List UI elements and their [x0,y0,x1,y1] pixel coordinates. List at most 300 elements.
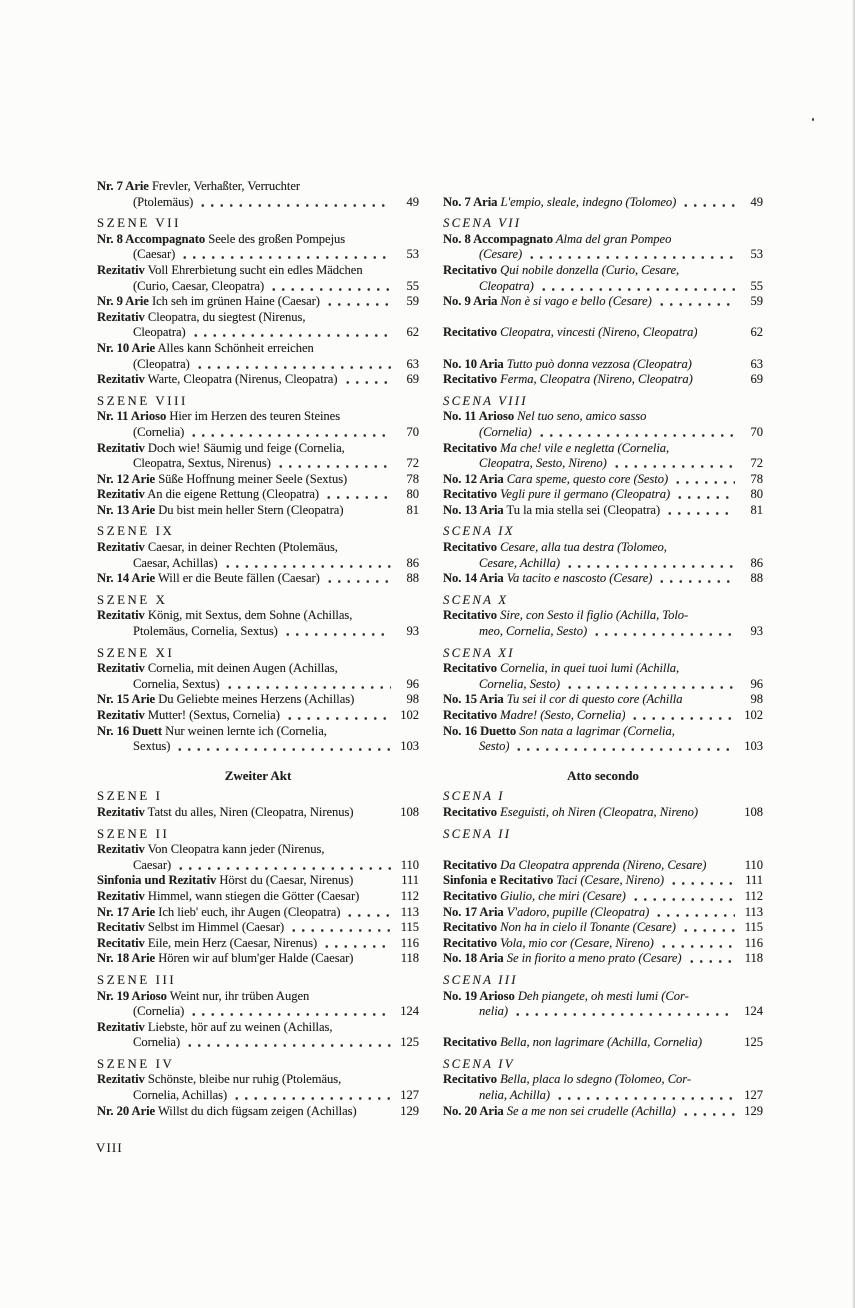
toc-cell-german [97,805,419,821]
toc-cell-italian [443,842,763,873]
page-ref: 78 [750,471,763,486]
entry-label: Rezitativ [97,661,145,676]
toc-cell-german [97,608,419,639]
toc-row-entry [97,608,763,639]
entry-label: Recitativo [443,661,498,676]
entry-line [97,708,419,724]
toc-row-scene [97,524,763,540]
dot-leader [180,250,391,263]
entry-title: (Curio, Caesar, Cleopatra) [133,278,265,293]
scene-heading-italian: SCENA III [443,972,518,987]
entry-title: nelia, Achilla) [479,1088,551,1103]
entry-title: Cleopatra) [479,278,534,293]
entry-title: Hören wir auf blum'ger Halde (Caesar) [155,951,354,966]
entry-label: Rezitativ [97,262,145,277]
entry-title: V'adoro, pupille (Cleopatra) [503,904,650,919]
entry-line [443,441,763,457]
entry-label: Rezitativ [97,440,145,455]
toc-row-entry [97,1072,763,1103]
toc-cell-italian [443,487,763,503]
entry-line [97,608,419,624]
entry-label: Rezitativ [97,309,145,324]
entry-label: Nr. 11 Arioso [97,409,167,424]
entry-line [443,1004,763,1020]
act-heading-german: Zweiter Akt [224,767,292,783]
entry-title: Bella, placa lo sdegno (Tolomeo, Cor- [497,1072,692,1087]
dot-leader [175,742,391,755]
entry-line [97,889,419,905]
toc-cell-italian [443,951,763,967]
entry-label: Nr. 14 Arie [97,571,156,586]
toc-row-entry [97,540,763,571]
entry-title: Ich seh im grünen Haine (Caesar) [148,294,320,309]
toc-cell-italian [443,646,763,662]
dot-leader [198,197,391,210]
toc-cell-german [97,646,419,662]
page-ref: 93 [750,624,763,639]
dot-leader [654,907,735,920]
entry-line [97,805,419,821]
dot-leader [631,892,735,905]
entry-line [97,1088,419,1104]
scene-heading-german: SZENE II [97,826,170,841]
page-ref: 116 [744,935,763,950]
entry-line [443,989,763,1005]
entry-line [443,409,763,425]
entry-label: Recitativo [443,804,498,819]
toc-row-entry [97,409,763,440]
page-ref: 78 [406,471,419,486]
scene-heading-italian: SCENA II [443,826,512,841]
toc-cell-italian [443,873,763,889]
dot-leader [269,281,391,294]
toc-row-entry [97,571,763,587]
entry-title: Caesar, Achillas) [133,555,218,570]
entry-title: Va tacito e nascosto (Cesare) [503,571,653,586]
toc-cell-german [97,216,419,232]
scene-heading-german: SZENE X [97,592,168,607]
entry-label: Rezitativ [97,804,145,819]
toc-cell-german [97,973,419,989]
entry-title: Da Cleopatra apprenda (Nireno, Cesare) [497,857,707,872]
toc-cell-italian [443,661,763,692]
toc-cell-italian [443,232,763,263]
entry-title: Sextus) [133,739,171,754]
entry-label: No. 10 Aria [443,356,504,371]
page-ref: 70 [406,424,419,439]
toc-cell-italian [443,394,763,410]
dot-leader [675,490,735,503]
entry-line [443,540,763,556]
entry-title: Cesare, Achilla) [479,555,561,570]
toc-cell-italian [443,936,763,952]
page-ref: 98 [750,692,763,707]
entry-label: Nr. 12 Arie [97,471,156,486]
toc-row-entry [97,294,763,310]
entry-title: Du bist mein heller Stern (Cleopatra) [155,502,344,517]
entry-label: Rezitativ [97,1072,145,1087]
entry-title: Tutto può donna vezzosa (Cleopatra) [503,356,692,371]
entry-label: Nr. 18 Arie [97,951,156,966]
toc-cell-german [97,1072,419,1103]
toc-row-entry [97,472,763,488]
dot-leader [189,1007,391,1020]
page-ref: 49 [406,194,419,209]
dot-leader [657,297,735,310]
dot-leader [659,938,735,951]
entry-title: (Cornelia) [133,424,185,439]
scene-heading-german: SZENE IV [97,1056,175,1071]
entry-title: Ma che! vile e negletta (Cornelia, [497,440,670,455]
page-ref: 127 [744,1088,763,1103]
page-ref: 125 [400,1035,419,1050]
entry-title: Warte, Cleopatra (Nirenus, Cleopatra) [144,372,338,387]
toc-cell-italian [443,503,763,519]
entry-line [97,1004,419,1020]
page-ref: 112 [744,888,763,903]
toc-cell-italian [443,263,763,294]
dot-leader [514,742,735,755]
page-ref: 102 [744,708,763,722]
entry-title: Voll Ehrerbietung sucht ein edles Mädchen [144,262,363,277]
entry-title: Von Cleopatra kann jeder (Nirenus, [144,842,325,857]
entry-line [443,1072,763,1088]
toc-cell-italian [443,540,763,571]
entry-title: Cornelia) [133,1035,181,1050]
entry-label: Recitativo [443,857,498,872]
toc-cell-italian [443,593,763,609]
toc-row-entry [97,1104,763,1120]
entry-line [443,487,763,503]
entry-line [97,1035,419,1051]
entry-line [443,708,763,724]
entry-label: Recitativo [443,935,498,950]
toc-row-entry [97,503,763,519]
entry-line [97,195,419,211]
entry-line [97,951,419,967]
toc-row-entry [97,310,763,341]
dot-leader [565,679,735,692]
page-ref: 98 [406,692,419,707]
toc-cell-german [97,232,419,263]
entry-title: (Cornelia) [133,1004,185,1019]
entry-line [443,247,763,263]
entry-line [443,951,763,967]
page-ref: 103 [744,739,763,754]
dot-leader [537,428,735,441]
entry-title: An die eigene Rettung (Cleopatra) [144,487,320,502]
toc-cell-italian [443,708,763,724]
dot-leader [225,679,391,692]
page-ref: 115 [744,920,763,935]
entry-label: Recitativo [443,487,498,502]
entry-line [97,503,419,519]
dot-leader [345,907,391,920]
entry-line [97,1104,419,1120]
toc-cell-german [97,593,419,609]
entry-title: Giulio, che miri (Cesare) [497,888,626,903]
entry-line [443,624,763,640]
entry-label: Nr. 8 Accompagnato [97,231,206,246]
entry-line [443,263,763,279]
toc-cell-german [97,827,419,843]
page-ref: 116 [400,935,419,950]
page-ref: 62 [406,325,419,340]
dot-leader [527,250,735,263]
toc-cell-german [97,372,419,388]
entry-label: Rezitativ [97,540,145,555]
entry-line [97,409,419,425]
toc-cell-german [97,789,419,805]
entry-label: No. 19 Arioso [443,988,515,1003]
entry-title: Alles kann Schönheit erreichen [155,340,314,355]
page-ref: 113 [400,904,419,919]
toc-cell-italian [443,1057,763,1073]
entry-title: Caesar) [133,857,172,872]
entry-line [97,556,419,572]
toc-row-entry [97,487,763,503]
entry-line [443,739,763,755]
toc-cell-italian [443,692,763,708]
scene-heading-german: SZENE XI [97,645,175,660]
entry-line [97,232,419,248]
toc-cell-german [97,441,419,472]
dot-leader [223,558,391,571]
entry-title: Süße Hoffnung meiner Seele (Sextus) [155,471,348,486]
entry-title: Ich lieb' euch, ihr Augen (Cleopatra) [155,904,341,919]
entry-line [97,279,419,295]
toc-cell-italian [443,1104,763,1120]
entry-label: No. 15 Aria [443,692,504,707]
toc-cell-italian [443,341,763,372]
toc-row-entry [97,873,763,889]
toc-cell-italian [443,310,763,341]
scene-heading-italian: SCENA IV [443,1056,515,1071]
entry-title: Du Geliebte meines Herzens (Achillas) [155,692,355,707]
entry-title: Cleopatra, Sesto, Nireno) [479,456,607,471]
page-ref: 96 [406,676,419,691]
entry-label: Rezitativ [97,842,145,857]
page-ref: 55 [750,278,763,293]
entry-line [97,357,419,373]
entry-line [443,372,763,388]
toc-cell-italian [443,989,763,1020]
entry-title: Cleopatra, vincesti (Nireno, Cleopatra) [497,325,698,340]
entry-line [443,556,763,572]
dot-leader [592,627,735,640]
entry-line [97,989,419,1005]
toc-cell-german [97,540,419,571]
dot-leader [657,574,735,587]
entry-title: Hier im Herzen des teuren Steines [166,409,341,424]
entry-title: Tatst du alles, Niren (Cleopatra, Nirenus) [144,804,354,819]
toc-cell-italian [443,905,763,921]
dot-leader [232,1091,391,1104]
entry-title: Deh piangete, oh mesti lumi (Cor- [514,988,689,1003]
toc-cell-german [97,873,419,889]
dot-leader [565,558,735,571]
dot-leader [612,459,735,472]
page-ref: 108 [400,804,419,819]
entry-title: Nel tuo seno, amico sasso [514,409,647,424]
entry-label: Recitativo [443,1072,498,1087]
toc-cell-german [97,394,419,410]
toc-cell-italian [443,372,763,388]
page-ref: 70 [750,424,763,439]
entry-line [97,739,419,755]
entry-title: Weint nur, ihr trüben Augen [166,988,310,1003]
page-ref: 118 [744,951,763,966]
toc-row-entry [97,692,763,708]
entry-line [443,1104,763,1120]
dot-leader [681,1106,735,1119]
dot-leader [673,474,735,487]
toc-row-entry [97,889,763,905]
toc-cell-german [97,294,419,310]
scene-heading-german: SZENE I [97,789,163,804]
toc-cell-german [97,409,419,440]
toc-cell-german [97,661,419,692]
page-ref: 127 [400,1088,419,1103]
entry-title: (Caesar) [133,247,176,262]
scene-heading-italian: SCENA VIII [443,393,528,408]
entry-label: Nr. 13 Arie [97,502,156,517]
entry-label: Nr. 20 Arie [97,1103,156,1118]
entry-line [97,456,419,472]
entry-line [97,661,419,677]
toc-cell-german [97,768,419,784]
entry-label: Recitativ [97,935,145,950]
entry-line [97,425,419,441]
entry-label: Recitativo [443,372,498,387]
entry-title: Doch wie! Säumig und feige (Cornelia, [144,440,345,455]
entry-title: Cornelia, Sesto) [479,676,561,691]
entry-label: Recitativo [443,440,498,455]
entry-title: Sire, con Sesto il figlio (Achilla, Tolo- [497,608,689,623]
entry-line [97,441,419,457]
entry-label: No. 11 Arioso [443,409,515,424]
entry-title: Himmel, wann stiegen die Götter (Caesar) [144,888,360,903]
entry-label: Sinfonia e Recitativo [443,873,554,888]
toc-cell-german [97,263,419,294]
entry-title: Alma del gran Pompeo [553,231,672,246]
page-ref: 59 [406,294,419,309]
toc-row-entry [97,441,763,472]
folio-page-number: VIII [96,1141,123,1155]
scene-heading-german: SZENE IX [97,524,175,539]
entry-line [97,487,419,503]
entry-line [443,936,763,952]
entry-label: Rezitativ [97,608,145,623]
toc-cell-italian [443,294,763,310]
toc-cell-german [97,503,419,519]
page-ref: 72 [406,456,419,471]
entry-title: nelia) [479,1004,509,1019]
entry-line [97,372,419,388]
entry-line [443,571,763,587]
toc-row-entry [97,842,763,873]
entry-title: Liebste, hör auf zu weinen (Achillas, [144,1019,333,1034]
page-ref: 110 [400,857,419,872]
page-ref: 129 [744,1103,763,1118]
toc-row-entry [97,708,763,724]
toc-cell-german [97,889,419,905]
entry-title: Cornelia, Achillas) [133,1088,228,1103]
entry-line [97,263,419,279]
entry-line [443,920,763,936]
entry-label: Nr. 10 Arie [97,340,156,355]
toc-row-scene [97,789,763,805]
scene-heading-italian: SCENA IX [443,524,515,539]
scene-heading-german: SZENE VIII [97,393,188,408]
toc-row-entry [97,724,763,755]
toc-row-scene [97,646,763,662]
entry-title: Bella, non lagrimare (Achilla, Cornelia) [497,1035,702,1050]
toc-cell-italian [443,524,763,540]
entry-title: Ptolemäus, Cornelia, Sextus) [133,624,278,639]
entry-label: Sinfonia und Rezitativ [97,873,217,888]
entry-line [443,325,763,341]
entry-label: Recitativo [443,708,498,722]
toc-cell-italian [443,441,763,472]
entry-title: Eseguisti, oh Niren (Cleopatra, Nireno) [497,804,699,819]
page-ref: 59 [750,294,763,309]
entry-line [443,805,763,821]
page-ref: 88 [406,571,419,586]
entry-title: L'empio, sleale, indegno (Tolomeo) [497,194,677,209]
entry-line [97,540,419,556]
toc-cell-german [97,920,419,936]
entry-line [97,571,419,587]
page-ref: 103 [400,739,419,754]
toc-cell-german [97,905,419,921]
page-ref: 124 [744,1004,763,1019]
entry-label: No. 18 Aria [443,951,504,966]
entry-line [443,692,763,708]
toc-cell-italian [443,889,763,905]
entry-title: Frevler, Verhaßter, Verruchter [148,179,301,193]
entry-line [443,858,763,874]
entry-line [443,472,763,488]
entry-title: Vegli pure il germano (Cleopatra) [497,487,671,502]
entry-title: Caesar, in deiner Rechten (Ptolemäus, [144,540,338,555]
entry-label: No. 16 Duetto [443,723,517,738]
dot-leader [176,860,391,873]
dot-leader [285,711,391,724]
entry-line [443,294,763,310]
dot-leader [343,375,392,388]
entry-line [97,905,419,921]
entry-label: No. 9 Aria [443,294,498,309]
dot-leader [539,281,735,294]
entry-label: Recitativo [443,920,498,935]
toc-row-entry [97,805,763,821]
entry-line [97,294,419,310]
scene-heading-italian: SCENA XI [443,645,515,660]
entry-title: Cleopatra, du siegtest (Nirenus, [144,309,306,324]
dot-leader [185,1038,391,1051]
page-ref: 111 [401,873,419,888]
entry-line [97,858,419,874]
toc-cell-german [97,724,419,755]
entry-line [443,677,763,693]
entry-title: Will er die Beute fällen (Caesar) [155,571,320,586]
page-ref: 102 [400,708,419,722]
toc-row-entry [97,661,763,692]
entry-title: Cornelia, Sextus) [133,676,220,691]
entry-title: Non ha in cielo il Tonante (Cesare) [497,920,676,935]
entry-line [97,920,419,936]
